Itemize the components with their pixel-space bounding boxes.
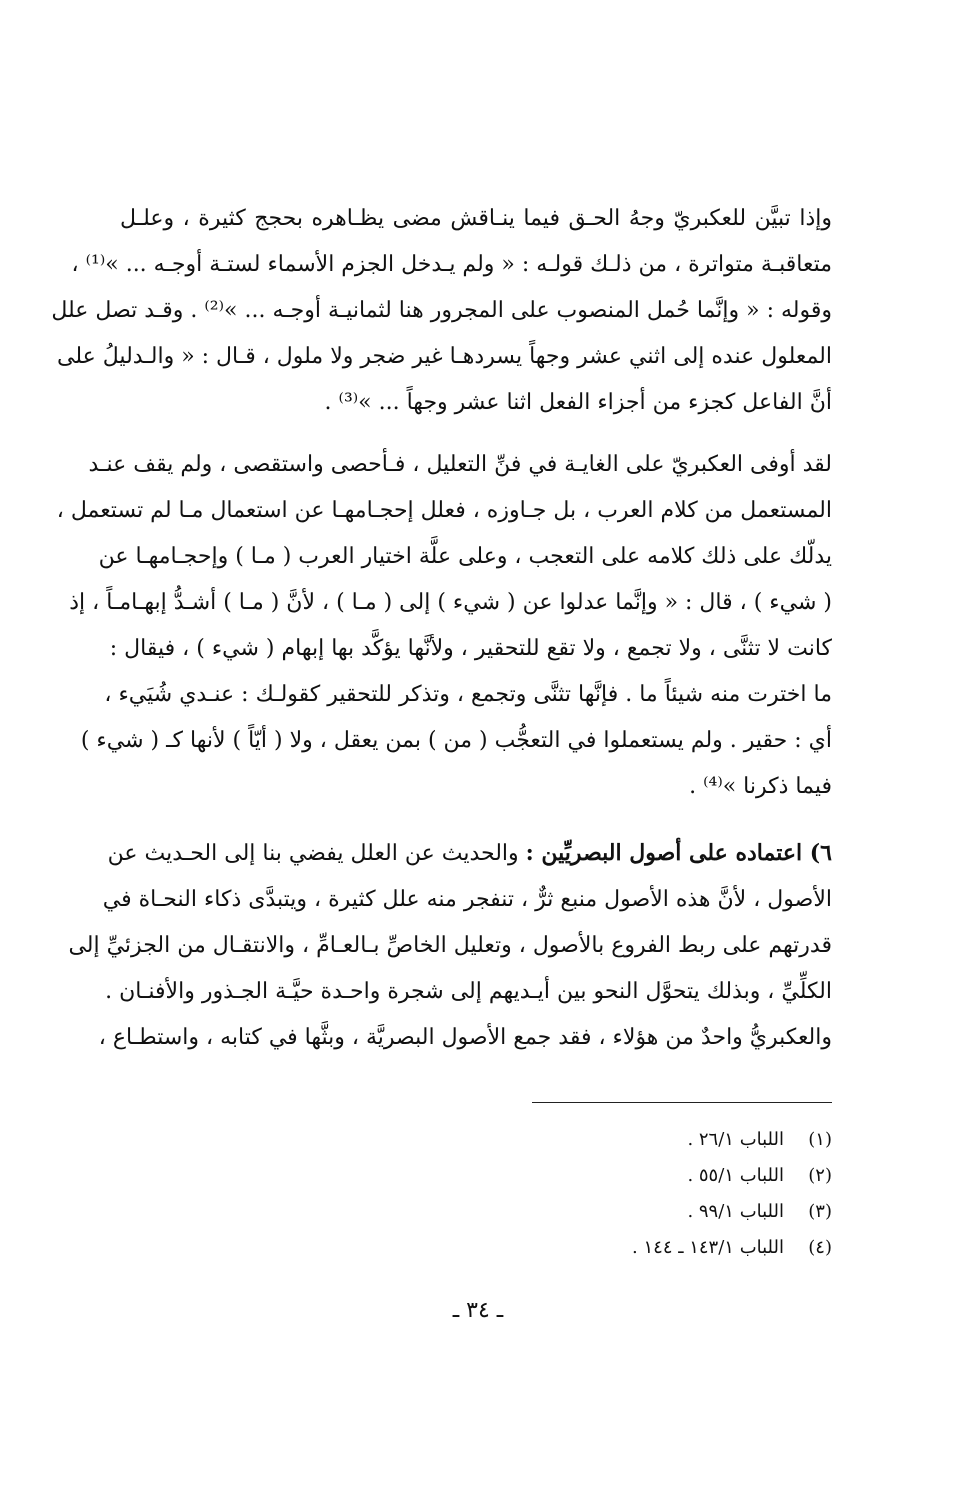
text-line: ما اخترت منه شيئاً ما . فإنَّها تثنَّى وتجمع ، وتذكر للتحقير كقولـك : عنـدي شُيَيء ، — [104, 682, 832, 707]
text-line: يدلّك على ذلك كلامه على التعجب ، وعلى علَّة اختيار العرب ( مـا ) وإحجـامهـا عن — [98, 544, 832, 569]
text-line: الأصول ، لأنَّ هذه الأصول منبع ثرٌّ ، تنفجر منه علل كثيرة ، ويتبدَّى ذكاء النحـاة في — [102, 887, 832, 912]
footnote-text: اللباب ٥٥/١ . — [687, 1165, 784, 1186]
text-line — [107, 830, 832, 877]
paragraph-3 — [68, 830, 832, 1061]
text-line: وإذا تبيَّن للعكبريّ وجهُ الحـق فيما ينـاقش مضى يظـاهره بحجج كثيرة ، وعلـل — [120, 206, 832, 231]
text-line: المعلول عنده إلى اثني عشر وجهاً يسردهـا غير ضجر ولا ملول ، قـال : « والـدليلُ على — [57, 344, 832, 369]
text-line: قدرتهم على ربط الفروع بالأصول ، وتعليل الخاصِّ بـالعـامِّ ، والانتقـال من الجزئيِّ إلى — [68, 933, 832, 958]
text-line: متعاقبـة متواترة ، من ذلـك قولـه : « ولم يـدخل الجزم الأسماء لستـة أوجـه ... »⁽¹⁾ ، — [71, 252, 832, 277]
footnote-item — [512, 1122, 832, 1158]
text-line: المستعمل من كلام العرب ، بل جـاوزه ، فعلل إحجـامهـا عن استعمال مـا لم تستعمل ، — [56, 498, 832, 523]
text-line: أي : حقير . ولم يستعملوا في التعجُّب ( من ) بمن يعقل ، ولا ( أيّاً ) لأنها كـ ( شيء ) — [80, 728, 832, 753]
heading-line-rest: والحديث عن العلل يفضي بنا إلى الحـديث عن — [107, 841, 526, 866]
text-line: لقد أوفى العكبريّ على الغايـة في فنِّ التعليل ، فـأحصى واستقصى ، ولم يقف عنـد — [88, 452, 832, 477]
text-line: الكلِّيِّ ، وبذلك يتحوَّل النحو بين أيـديهم إلى شجرة واحـدة حيَّـة الجـذور والأفنـان . — [105, 979, 832, 1004]
text-line: فيما ذكرنا »⁽⁴⁾ . — [689, 774, 832, 799]
footnote-number: (٤) — [808, 1237, 832, 1258]
text-line: والعكبريُّ واحدٌ من هؤلاء ، فقد جمع الأصول البصريَّة ، وبثَّها في كتابه ، واستطـاع ، — [98, 1025, 832, 1050]
footnote-text: اللباب ١٤٣/١ ـ ١٤٤ . — [632, 1237, 784, 1258]
footnote-number: (١) — [808, 1129, 832, 1150]
footnote-divider — [532, 1102, 832, 1103]
text-line: وقوله : « وإنَّما حُمل المنصوب على المجرور هنا لثمانيـة أوجـه ... »⁽²⁾ . وقـد تصل علل — [51, 298, 832, 323]
footnote-number: (٢) — [808, 1165, 832, 1186]
page-number: ـ ٣٤ ـ — [452, 1298, 504, 1323]
footnotes — [512, 1122, 832, 1266]
footnote-item — [512, 1194, 832, 1230]
paragraph-1 — [51, 196, 832, 426]
footnote-text: اللباب ٩٩/١ . — [687, 1201, 784, 1222]
footnote-item — [512, 1230, 832, 1266]
section-heading: ٦) اعتماده على أصول البصريِّين : — [525, 840, 832, 866]
footnote-item — [512, 1158, 832, 1194]
footnote-number: (٣) — [808, 1201, 832, 1222]
text-line: كانت لا تثنَّى ، ولا تجمع ، ولا تقع للتحقير ، ولأنَّها يؤكَّد بها إبهام ( شيء ) ، فيقال : — [109, 636, 832, 661]
text-line: أنَّ الفاعل كجزء من أجزاء الفعل اثنا عشر وجهاً ... »⁽³⁾ . — [324, 390, 832, 415]
text-line: ( شيء ) ، قال : « وإنَّما عدلوا عن ( شيء ) إلى ( مـا ) ، لأنَّ ( مـا ) أشـدُّ إبهـامـاً ، إذ — [69, 590, 832, 615]
paragraph-2 — [56, 442, 832, 810]
footnote-text: اللباب ٢٦/١ . — [687, 1129, 784, 1150]
